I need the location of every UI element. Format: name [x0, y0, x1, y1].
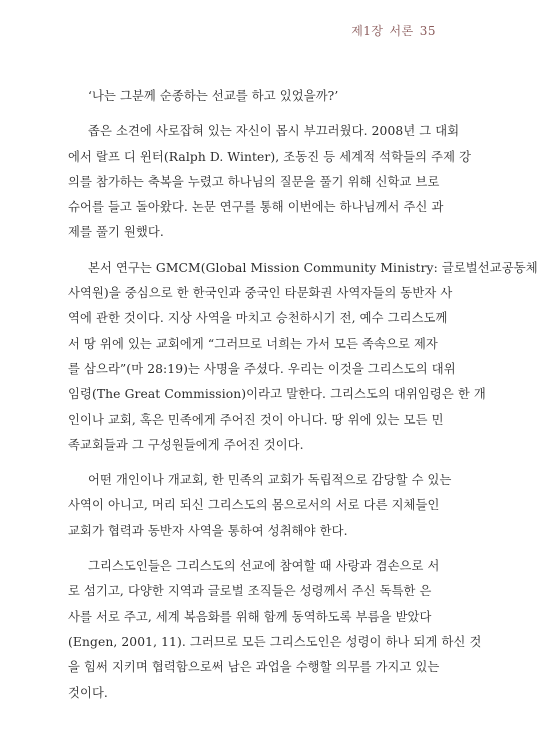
text-line: 그리스도인들은 그리스도의 선교에 참여할 때 사랑과 겸손으로 서 — [88, 559, 440, 574]
text-line: 사역이 아니고, 머리 되신 그리스도의 몸으로서의 서로 다른 지체들인 — [68, 498, 440, 513]
paragraph-conference — [68, 119, 472, 245]
text-line: 슈어를 들고 돌아왔다. 논문 연구를 통해 이번에는 하나님께서 주신 과 — [68, 200, 444, 215]
paragraph-church — [68, 468, 452, 544]
text-line: 인이나 교회, 혹은 민족에게 주어진 것이 아니다. 땅 위에 있는 모든 민 — [68, 412, 444, 427]
page-number: 35 — [419, 24, 436, 38]
paragraph-study — [68, 256, 538, 458]
text-line: 것이다. — [68, 685, 108, 700]
text-line: 의를 참가하는 축복을 누렸고 하나님의 질문을 풀기 위해 신학교 브로 — [68, 174, 440, 189]
section-label: 서론 — [389, 24, 414, 38]
text-line: 족교회들과 그 구성원들에게 주어진 것이다. — [68, 437, 304, 452]
text-line: 좁은 소견에 사로잡혀 있는 자신이 몹시 부끄러웠다. 2008년 그 대회 — [88, 124, 460, 139]
text-line: 사를 서로 주고, 세계 복음화를 위해 함께 동역하도록 부름을 받았다 — [68, 609, 432, 624]
text-line: 서 땅 위에 있는 교회에게 “그러므로 너희는 가서 모든 족속으로 제자 — [68, 336, 438, 351]
text-line: 을 힘써 지키며 협력함으로써 남은 과업을 수행할 의무를 가지고 있는 — [68, 660, 440, 675]
text-line: 로 섬기고, 다양한 지역과 글로벌 조직들은 성령께서 주신 독특한 은 — [68, 584, 432, 599]
text-line: 에서 랄프 디 윈터(Ralph D. Winter), 조동진 등 세계적 석학들의 주제 강 — [68, 149, 472, 164]
chapter-label: 제1장 — [351, 24, 384, 38]
body-text — [68, 84, 538, 716]
text-line: ‘나는 그분께 순종하는 선교를 하고 있었을까?’ — [88, 89, 339, 103]
text-line: 어떤 개인이나 개교회, 한 민족의 교회가 독립적으로 감당할 수 있는 — [88, 473, 452, 488]
running-head — [351, 22, 436, 39]
text-line: 교회가 협력과 동반자 사역을 통하여 성취해야 한다. — [68, 523, 348, 538]
paragraph-christians — [68, 554, 482, 706]
text-line: (Engen, 2001, 11). 그러므로 모든 그리스도인은 성령이 하나 되게 하신 것 — [68, 634, 482, 649]
text-line: 사역원)을 중심으로 한 한국인과 중국인 타문화권 사역자들의 동반자 사 — [68, 286, 453, 301]
text-line: 제를 풀기 원했다. — [68, 225, 164, 240]
text-line: 를 삼으라”(마 28:19)는 사명을 주셨다. 우리는 이것을 그리스도의 대위 — [68, 361, 456, 376]
text-line: 임령(The Great Commission)이라고 말한다. 그리스도의 대위임령은 한 개 — [68, 387, 486, 402]
text-line: 본서 연구는 GMCM(Global Mission Community Ministry: 글로벌선교공동체 — [88, 260, 538, 275]
text-line: 역에 관한 것이다. 지상 사역을 마치고 승천하시기 전, 예수 그리스도께 — [68, 311, 448, 326]
paragraph-question — [68, 84, 432, 109]
